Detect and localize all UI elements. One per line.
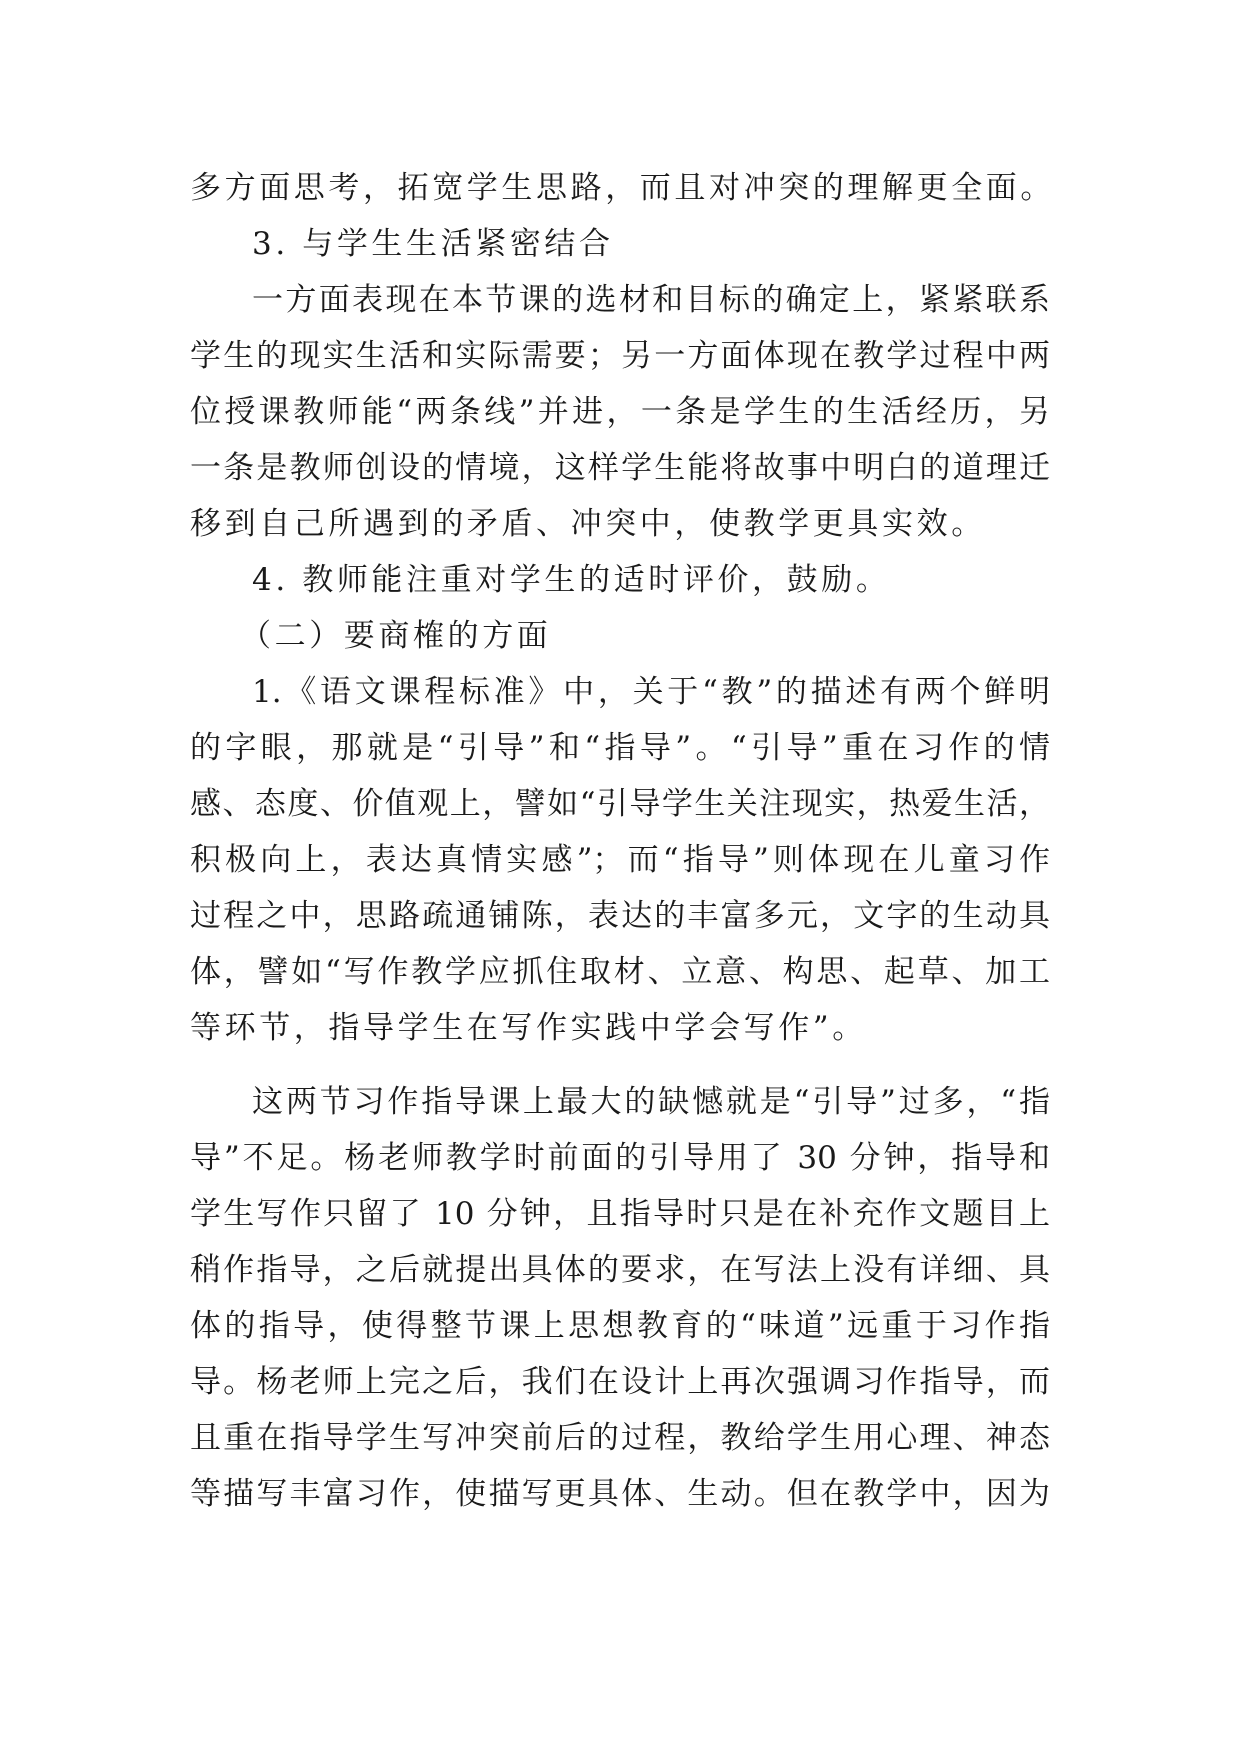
text-line-21: 体的指导，使得整节课上思想教育的“味道”远重于习作指 (190, 1308, 1050, 1344)
text-line-6: 一条是教师创设的情境，这样学生能将故事中明白的道理迁 (190, 450, 1050, 486)
text-line-14: 过程之中，思路疏通铺陈，表达的丰富多元，文字的生动具 (190, 898, 1050, 934)
text-line-12: 感、态度、价值观上，譬如“引导学生关注现实，热爱生活， (190, 786, 1050, 822)
list-item-3: 3. 与学生生活紧密结合 (252, 226, 614, 262)
text-line-4: 学生的现实生活和实际需要；另一方面体现在教学过程中两 (190, 338, 1050, 374)
text-line-16: 等环节，指导学生在写作实践中学会写作”。 (190, 1010, 867, 1046)
text-line-13: 积极向上，表达真情实感”；而“指导”则体现在儿童习作 (190, 842, 1050, 878)
text-line-23: 且重在指导学生写冲突前后的过程，教给学生用心理、神态 (190, 1420, 1050, 1456)
list-item-4: 4. 教师能注重对学生的适时评价，鼓励。 (252, 562, 891, 598)
text-line-3: 一方面表现在本节课的选材和目标的确定上，紧紧联系 (252, 282, 1050, 318)
text-line-22: 导。杨老师上完之后，我们在设计上再次强调习作指导，而 (190, 1364, 1050, 1400)
text-line-18: 导”不足。杨老师教学时前面的引导用了 30 分钟，指导和 (190, 1140, 1050, 1176)
section-heading: （二）要商榷的方面 (240, 618, 552, 654)
text-line-15: 体，譬如“写作教学应抓住取材、立意、构思、起草、加工 (190, 954, 1050, 990)
text-line-10: 1.《语文课程标准》中，关于“教”的描述有两个鲜明 (252, 674, 1050, 710)
text-line-7: 移到自己所遇到的矛盾、冲突中，使教学更具实效。 (190, 506, 986, 542)
text-line-11: 的字眼，那就是“引导”和“指导”。“引导”重在习作的情 (190, 730, 1050, 766)
text-line-24: 等描写丰富习作，使描写更具体、生动。但在教学中，因为 (190, 1476, 1050, 1512)
text-line-20: 稍作指导，之后就提出具体的要求，在写法上没有详细、具 (190, 1252, 1050, 1288)
text-line-19: 学生写作只留了 10 分钟，且指导时只是在补充作文题目上 (190, 1196, 1050, 1232)
text-line-1: 多方面思考，拓宽学生思路，而且对冲突的理解更全面。 (190, 170, 1055, 206)
text-line-5: 位授课教师能“两条线”并进，一条是学生的生活经历，另 (190, 394, 1050, 430)
text-line-17: 这两节习作指导课上最大的缺憾就是“引导”过多，“指 (252, 1084, 1050, 1120)
